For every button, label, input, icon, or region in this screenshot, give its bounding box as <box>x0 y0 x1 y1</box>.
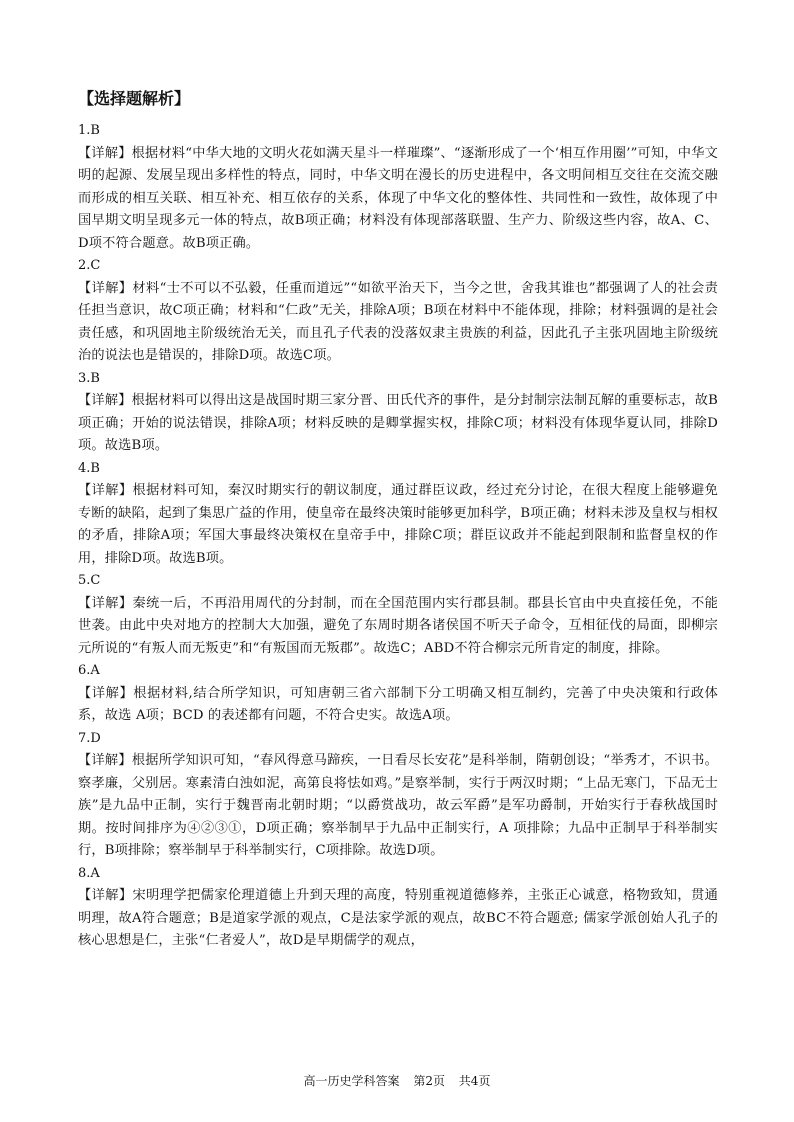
answer-number: 3.B <box>78 370 100 386</box>
answer-explanation: 【详解】根据材料可以得出这是战国时期三家分晋、田氏代齐的事件，是分封制宗法制瓦解的重要标志，故B项正确；开始的说法错误，排除A项；材料反映的是卿掌握实权，排除C项；材料没有体现华夏认同，排除D项。故选B项。 <box>78 393 718 453</box>
answer-explanation: 【详解】根据材料可知，秦汉时期实行的朝议制度，通过群臣议政，经过充分讨论，在很大程度上能够避免专断的缺陷，起到了集思广益的作用，使皇帝在最终决策时能够更加科学，B项正确；材料未涉及皇权与相权的矛盾，排除A项；军国大事最终决策权在皇帝手中，排除C项；群臣议政并不能起到限制和监督皇权的作用，排除D项。故选B项。 <box>78 483 718 566</box>
answer-item-7 <box>78 728 718 863</box>
answer-number: 2.C <box>78 258 101 273</box>
answer-number: 5.C <box>78 573 101 588</box>
answer-explanation: 【详解】材料“士不可以不弘毅，任重而道远”“如欲平治天下，当今之世，舍我其谁也”都强调了人的社会责任担当意识，故C项正确；材料和“仁政”无关，排除A项；B项在材料中不能体现，排除；材料强调的是社会责任感，和巩固地主阶级统治无关，而且孔子代表的没落奴隶主贵族的利益，因此孔子主张巩固地主阶级统治的说法也是错误的，排除D项。故选C项。 <box>78 280 718 363</box>
page-footer: 高一历史学科答案 第2页 共4页 <box>303 1074 491 1088</box>
answer-number: 6.A <box>78 663 100 678</box>
answer-item-4 <box>78 458 718 571</box>
answer-item-2 <box>78 255 718 368</box>
answer-explanation: 【详解】宋明理学把儒家伦理道德上升到天理的高度，特别重视道德修养，主张正心诚意，格物致知，贯通明理，故A符合题意；B是道家学派的观点，C是法家学派的观点，故BC不符合题意; 儒家学派创始人孔子的核心思想是仁，主张“仁者爱人”，故D是早期儒学的观点， <box>78 888 718 948</box>
answer-number: 7.D <box>78 730 101 746</box>
answer-explanation: 【详解】根据所学知识可知，“春风得意马蹄疾，一日看尽长安花”是科举制，隋朝创设；“举秀才，不识书。察孝廉，父别居。寒素清白浊如泥，高第良将怯如鸡。”是察举制，实行于两汉时期；“上品无寒门，下品无士族”是九品中正制，实行于魏晋南北朝时期；“以爵赏战功，故云军爵”是军功爵制，开始实行于春秋战国时期。按时间排序为④②③①，D项正确；察举制早于九品中正制实行，A 项排除；九品中正制早于科举制实行，B项排除；察举制早于科举制实行，C项排除。故选D项。 <box>78 753 718 858</box>
answer-item-6 <box>78 660 718 728</box>
answer-item-1 <box>78 120 718 255</box>
answer-number: 8.A <box>78 865 100 881</box>
answer-number: 1.B <box>78 123 100 138</box>
answer-page <box>78 88 718 953</box>
answer-item-3 <box>78 368 718 458</box>
answer-item-8 <box>78 863 718 953</box>
answer-explanation: 【详解】秦统一后，不再沿用周代的分封制，而在全国范围内实行郡县制。郡县长官由中央直接任免，不能世袭。由此中央对地方的控制大大加强，避免了东周时期各诸侯国不听天子命令，互相征伐的局面，即柳宗元所说的“有叛人而无叛吏”和“有叛国而无叛郡”。故选C；ABD不符合柳宗元所肯定的制度，排除。 <box>78 595 718 656</box>
section-title: 【选择题解析】 <box>78 89 191 108</box>
answer-explanation: 【详解】根据材料“中华大地的文明火花如满天星斗一样璀璨”、“逐渐形成了一个‘相互作用圈’”可知，中华文明的起源、发展呈现出多样性的特点，同时，中华文明在漫长的历史进程中，各文明间相互交往在交流交融而形成的相互关联、相互补充、相互依存的关系，体现了中华文化的整体性、共同性和一致性，故体现了中国早期文明呈现多元一体的特点，故B项正确；材料没有体现部落联盟、生产力、阶级这些内容，故A、C、D项不符合题意。故B项正确。 <box>78 145 718 251</box>
answer-item-5 <box>78 570 718 660</box>
answer-explanation: 【详解】根据材料,结合所学知识，可知唐朝三省六部制下分工明确又相互制约，完善了中央决策和行政体系，故选 A项；BCD 的表述都有问题，不符合史实。故选A项。 <box>78 685 718 723</box>
answer-number: 4.B <box>78 460 100 476</box>
